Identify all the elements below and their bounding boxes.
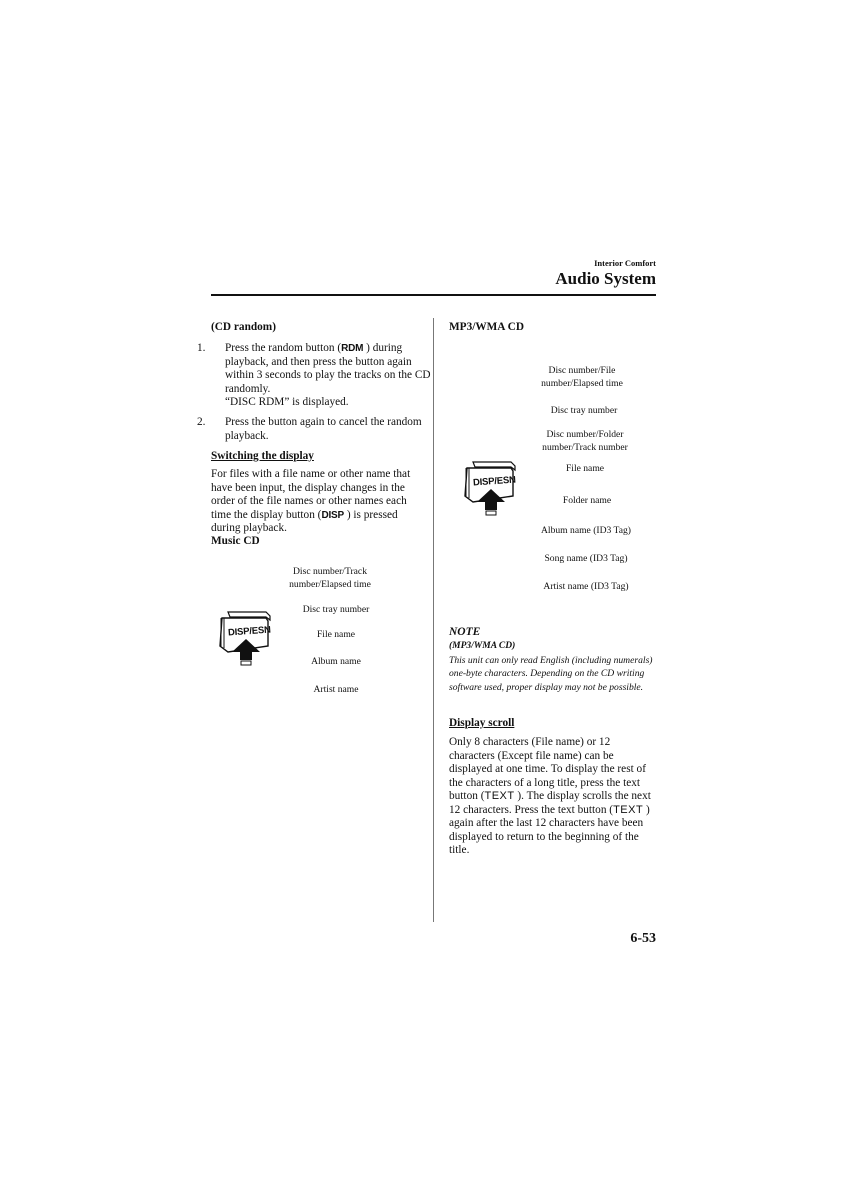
- note-subtitle: (MP3/WMA CD): [449, 641, 516, 651]
- scroll-text-3: ) again after the last 12 characters have been displayed to return to the beginning of the title.: [449, 803, 650, 856]
- label-folder-name: Folder name: [562, 495, 612, 506]
- label-disc-file-elapsed: Disc number/File number/Elapsed time: [541, 365, 623, 389]
- switching-text-post: ) is pressed during playback.: [211, 508, 398, 534]
- step-1-text-post: ) during playback, and then press the button again within 3 seconds to play the tracks on the CD randomly.: [225, 342, 431, 395]
- step-2-text: Press the button again to cancel the random playback.: [225, 416, 422, 442]
- page-title: Audio System: [555, 269, 656, 288]
- switching-display-heading: Switching the display: [211, 450, 314, 462]
- label-mp3-file-name: File name: [565, 463, 605, 474]
- label-disc-folder-track: Disc number/Folder number/Track number: [542, 429, 628, 453]
- text-key-icon-2: TEXT: [613, 803, 644, 816]
- header-rule: [211, 294, 656, 296]
- switching-text-pre: For files with a file name or other name that have been input, the display changes in the order of the file names or other names each time the display button (: [211, 468, 411, 521]
- label-artist-id3: Artist name (ID3 Tag): [543, 581, 629, 592]
- text-key-icon: TEXT: [484, 790, 515, 802]
- disp-esn-label: DISP/ESN: [227, 624, 272, 639]
- page-number: 6-53: [630, 931, 656, 946]
- step-2: [197, 416, 435, 443]
- rdm-key-icon: RDM: [341, 343, 364, 354]
- mp3-disp-esn-button-icon: [461, 458, 517, 518]
- note-title: NOTE: [449, 626, 481, 638]
- scroll-text-2: ). The display scrolls the next 12 characters. Press the text button (: [449, 790, 651, 816]
- label-file-name: File name: [316, 629, 356, 640]
- step-2-number: 2.: [197, 416, 206, 428]
- mp3-wma-heading: MP3/WMA CD: [449, 321, 524, 333]
- label-disc-tray: Disc tray number: [302, 604, 370, 615]
- step-1: [197, 342, 435, 410]
- note-body: This unit can only read English (including numerals) one-byte characters. Depending on the CD writing software used, proper display may not be possible.: [449, 655, 653, 693]
- step-1-status: “DISC RDM” is displayed.: [225, 396, 349, 408]
- music-cd-heading: Music CD: [211, 535, 260, 547]
- label-mp3-disc-tray: Disc tray number: [550, 405, 618, 416]
- display-scroll-text: [449, 736, 655, 858]
- mp3-disp-esn-label: DISP/ESN: [472, 474, 517, 489]
- step-1-text-pre: Press the random button (: [225, 342, 342, 354]
- cd-random-heading: (CD random): [211, 321, 276, 333]
- scroll-text-1: Only 8 characters (File name) or 12 characters (Except file name) can be displayed at one time. To display the rest of the characters of a long title, press the text button (: [449, 736, 646, 802]
- switching-display-text: [211, 468, 421, 536]
- step-1-number: 1.: [197, 342, 206, 354]
- disp-esn-button-icon: [216, 608, 272, 668]
- section-name: Interior Comfort: [594, 258, 656, 268]
- disp-key-icon: DISP: [321, 509, 344, 521]
- label-song-id3: Song name (ID3 Tag): [544, 553, 628, 564]
- label-album-name: Album name: [311, 656, 361, 667]
- display-scroll-heading: Display scroll: [449, 717, 515, 729]
- label-disc-track-elapsed: Disc number/Track number/Elapsed time: [289, 566, 371, 590]
- label-album-id3: Album name (ID3 Tag): [540, 525, 631, 536]
- label-artist-name: Artist name: [313, 684, 359, 695]
